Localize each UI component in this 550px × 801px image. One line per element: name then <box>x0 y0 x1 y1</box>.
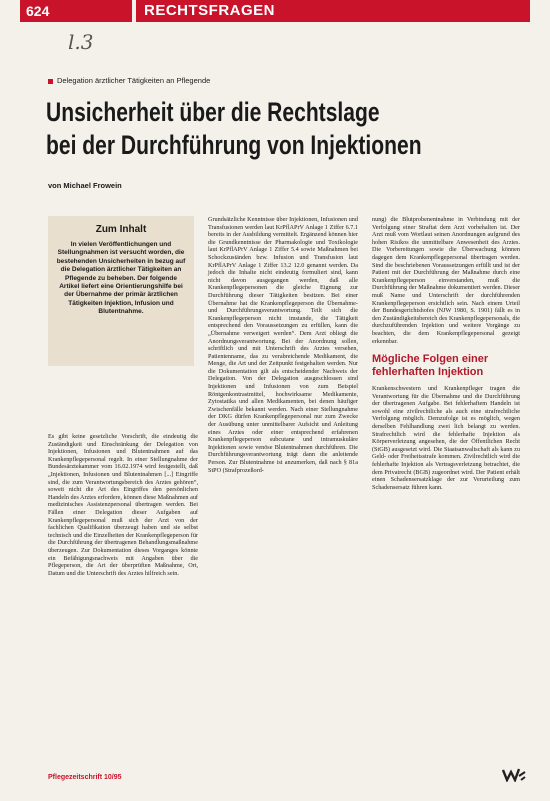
kicker-text: Delegation ärztlicher Tätigkeiten an Pflegende <box>57 76 211 85</box>
publisher-logo-icon <box>502 766 526 782</box>
column-3b-text: Krankenschwestern und Krankenpfleger tragen die Verantwortung für die Übernahme und die Durchführung der übertragenen Aufgabe. Bei fehlerhaftem Handeln ist sowohl eine zivilrechtliche als auch eine strafrechtliche Verfolgung möglich. Demzufolge ist es möglich, wegen derselben Fehlhandlung zwei lich belangt zu werden. Strafrechtlich wird die fehlerhafte Injektion als Körperverletzung angesehen, die der Öffentlichen Recht (StGB) ausgesetzt wird. Die Staatsanwaltschaft als kann zu Geld- oder Freiheitsstrafe kommen. Zivilrechtlich wird die fehlerhafte Injektion als Vertragsverletzung betrachtet, die dem Privatrecht (BGB) zugeordnet wird. Der Patient erhält einen Schadensersatzklage der zur Verurteilung zum Schadensersatz führen kann. <box>372 385 520 491</box>
text-column-3 <box>372 216 520 491</box>
summary-heading: Zum Inhalt <box>95 224 147 235</box>
column-3-text: nung) die Blutprobenentnahme in Verbindung mit der Verfolgung einer Straftat dem Arzt vorbehalten ist. Der Arzt muß vom Wortlaut seinen Anordnungen aufgrund des hohen Risikos die unmittelbare Anwesenheit des Arztes. Die Vorbereitungen sowie die Überwachung können dagegen dem Krankenpflegepersonal übertragen werden. Sind die beschriebenen Voraussetzungen erfüllt und ist der Patient mit der Durchführung der Maßnahme durch eine Krankenpflegeperson einverstanden, muß die Durchführung der Maßnahme dokumentiert werden. Dieser muß Name und Unterschrift der durchführenden Krankenpflegeperson ersichtlich sein. Nach einem Urteil der Bundesgerichtshofes (NJW 1980, S. 1901) fällt es in den Zuständigkeitsbereich des Krankenpflegepersonals, die durchzuführenden Injektion und weitere Vorgänge zu beachten, die dem Krankenpflegepersonal gezeigt erkennbar. <box>372 216 520 345</box>
page-number: 624 <box>20 0 132 22</box>
handwritten-note: l.3 <box>68 30 94 54</box>
article-title <box>46 96 420 162</box>
journal-footer: Pflegezeitschrift 10/95 <box>48 774 122 781</box>
summary-box <box>48 216 194 366</box>
author-byline: von Michael Frowein <box>48 181 122 190</box>
subheading-consequences: Mögliche Folgen einer fehlerhaften Injektion <box>372 353 489 379</box>
title-line-2: bei der Durchführung von Injektionen <box>46 130 422 160</box>
summary-text: In vielen Veröffentlichungen und Stellungnahmen ist versucht worden, die bestehenden Unsicherheiten in bezug auf die Delegation ärztlicher Tätigkeiten an Pflegende zu beheben. Der folgende Artikel liefert eine Orientierungshilfe bei der Übernahme der primär ärztlichen Tätigkeiten Injektion, Infusion und Blutentnahme. <box>56 241 186 316</box>
column-2-text: Grundsätzliche Kenntnisse über Injektionen, Infusionen und Transfusionen werden laut KrPflAPrV Anlage 1 Ziffer 6.7.1 bereits in der Ausbildung vermittelt. Ergänzend können hier die Grundkenntnisse der Pharmakologie und Toxikologie laut KrPflAPrV Anlage 1 Ziffer 5.4 sowie Maßnahmen bei Schockzuständen bzw. Infusion und Transfusion laut KrPflAPrV Anlage 1 Ziffer 13.2 12.0 genannt werden. Da jedoch die Inhalte nicht eindeutig formuliert sind, kann nicht davon ausgegangen werden, daß alle Krankenpflegepersonen die gleiche Eignung zur Durchführung dieser Tätigkeiten besitzen. Bei einer Übernahme hat die Krankenpflegeperson die Übernahme- und Durchführungsverantwortung. Teilt sich die Krankenpflegeperson nicht imstande, die Tätigkeit entsprechend den Voraussetzungen zu erfüllen, kann die „Übernahme verweigert werden“. Dem Arzt obliegt die Anordnungsverantwortung. Bei der Anordnung sollen, schriftlich und mit Unterschrift des Arztes versehen, Patientenname, das zu verabreichende Medikament, die Menge, die Art und der Zeitpunkt festgehalten werden. Nur die Dokumentation gilt als entscheidender Nachweis der Delegation. Von der Delegation ausgeschlossen sind Injektionen und Infusionen von zum Beispiel Röntgenkontrastmittel, hochwirksame Medikamente, Zytostatika und allen Medikamenten, bei denen häufiger Zwischenfälle bekannt werden. Nach einer Stellungnahme der DKG dürfen Krankenpflegepersonal nur zum Zwecke der Ausübung unter unmittelbarer Aufsicht und Anleitung eines Arztes oder einer entsprechend erfahrenen Krankenpflegeperson subcutane und intramuskuläre Injektionen sowie venöse Blutentnahmen durchführen. Die Durchführungsverantwortung trägt dann die anleitende Person. Zur Blutentnahme ist anzumerken, daß nach § 81a StPO (Strafprozeßord- <box>208 216 358 474</box>
kicker-square-icon <box>48 79 53 84</box>
column-1-text: Es gibt keine gesetzliche Vorschrift, die eindeutig die Zuständigkeit und Einschränkung der Delegation von Injektionen, Infusionen und Blutentnahmen auf das Krankenpflegepersonal regelt. In einer Stellungnahme der Bundesärztekammer vom 16.02.1974 wird festgestellt, daß „Injektionen, Infusionen und Blutentnahmen [...] Eingriffe sind, die zum Verantwortungsbereich des Arztes gehören“, soweit nicht die Art des Eingriffes den persönlichen Handeln des Arztes erfordere, können diese Maßnahmen auf medizinisches Assistenzpersonal übertragen werden. Bei Fällen einer Delegation dieser Aufgaben auf Krankenpflegepersonal muß sich der Arzt von der fachlichen Qualifikation überzeugt haben und sie selbst technisch und die Einzelheiten der Krankenpflegeperson für die Durchführung der übertragenen Behandlungsmaßnahme überzeugen. Zur Dokumentation dieses Vorganges könnte ein Befähigungsnachweis mit Angaben über die Pflegeperson, die Art der überprüften Maßnahme, Ort, Datum und die Unterschrift des Arztes hilfreich sein. <box>48 433 198 577</box>
title-line-1: Unsicherheit über die Rechtslage <box>46 97 380 127</box>
text-column-1 <box>48 433 198 577</box>
section-title: RECHTSFRAGEN <box>136 0 530 22</box>
kicker-line <box>48 76 210 85</box>
text-column-2 <box>208 216 358 474</box>
page-header-bar <box>0 0 550 24</box>
